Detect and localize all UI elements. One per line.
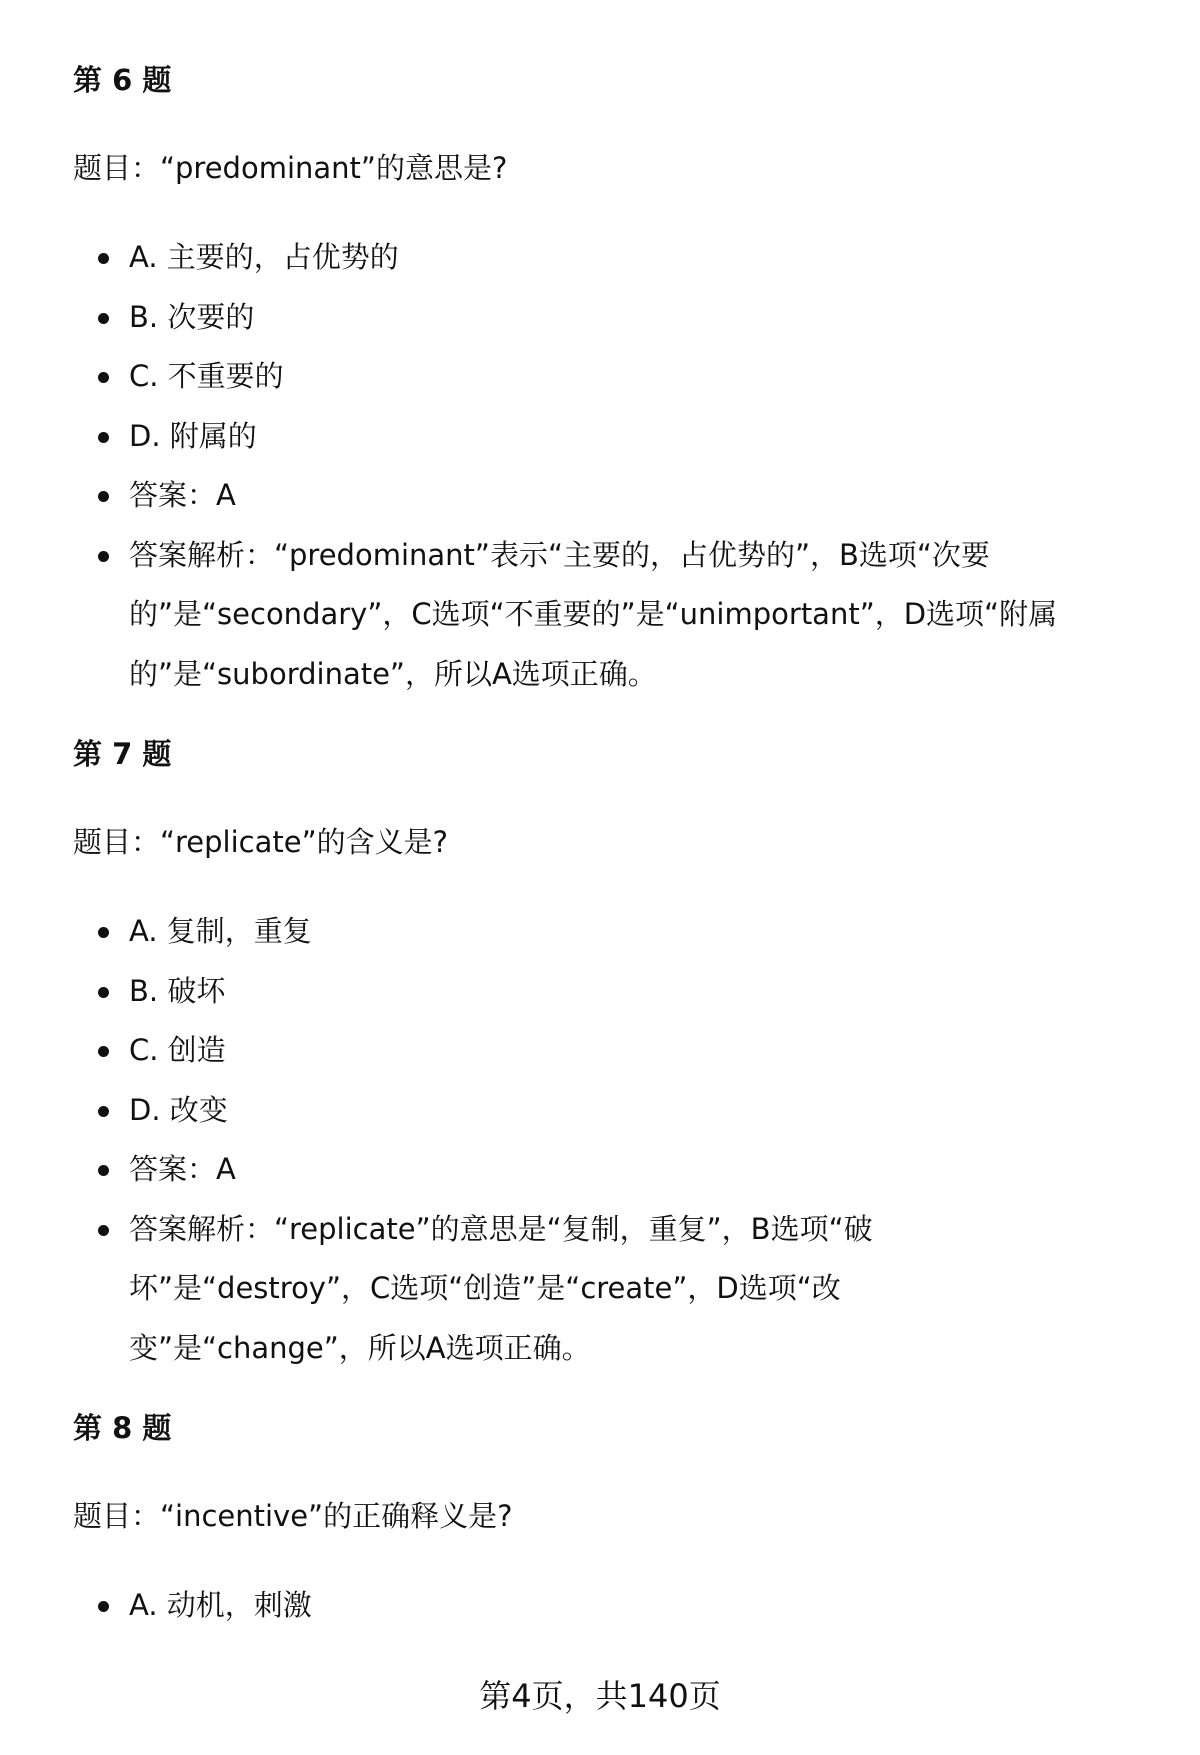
- option-text: C. 不重要的: [129, 359, 284, 393]
- option-list: [73, 228, 1153, 704]
- option-d: [73, 407, 1153, 467]
- option-text: D. 附属的: [129, 418, 257, 453]
- question-title: 第 6 题: [73, 63, 172, 97]
- answer: [73, 1140, 1153, 1200]
- question-6: [73, 60, 1153, 704]
- question-7: [73, 734, 1153, 1378]
- bullet-icon: [98, 1225, 109, 1236]
- bullet-icon: [98, 253, 109, 264]
- answer-explanation: [73, 1200, 969, 1379]
- explanation-text: 答案解析：“predominant”表示“主要的，占优势的”，B选项“次要的”是“secondary”，C选项“不重要的”是“unimportant”，D选项“附属的”是“subordinate”，所以A选项正确。: [129, 537, 1058, 691]
- bullet-icon: [98, 1165, 109, 1176]
- bullet-icon: [98, 313, 109, 324]
- question-title: 第 8 题: [73, 1411, 172, 1445]
- option-c: [73, 1021, 1153, 1081]
- answer-text: 答案：A: [129, 1152, 236, 1186]
- option-list: [73, 1576, 1153, 1636]
- page-content: [73, 60, 1153, 1666]
- page-number-footer: 第4页，共140页: [479, 1677, 721, 1715]
- bullet-icon: [98, 1601, 109, 1612]
- question-stem: 题目：“incentive”的正确释义是?: [73, 1499, 513, 1533]
- option-b: [73, 288, 1153, 348]
- explanation-text: 答案解析：“replicate”的意思是“复制，重复”，B选项“破坏”是“destroy”，C选项“创造”是“create”，D选项“改变”是“change”，所以A选项正确。: [129, 1211, 873, 1365]
- option-text: D. 改变: [129, 1092, 228, 1127]
- bullet-icon: [98, 987, 109, 998]
- option-list: [73, 902, 1153, 1378]
- question-title: 第 7 题: [73, 737, 172, 771]
- option-text: A. 主要的，占优势的: [129, 240, 399, 274]
- answer-text: 答案：A: [129, 478, 236, 512]
- question-stem: 题目：“predominant”的意思是?: [73, 151, 508, 185]
- answer-explanation: [73, 526, 1149, 705]
- bullet-icon: [98, 432, 109, 443]
- bullet-icon: [98, 372, 109, 383]
- question-8: [73, 1408, 1153, 1636]
- option-a: [73, 1576, 1153, 1636]
- question-stem: 题目：“replicate”的含义是?: [73, 825, 449, 859]
- option-a: [73, 902, 1153, 962]
- option-text: B. 破坏: [129, 973, 226, 1008]
- option-c: [73, 347, 1153, 407]
- bullet-icon: [98, 927, 109, 938]
- bullet-icon: [98, 491, 109, 502]
- option-a: [73, 228, 1153, 288]
- bullet-icon: [98, 1046, 109, 1057]
- bullet-icon: [98, 551, 109, 562]
- bullet-icon: [98, 1106, 109, 1117]
- option-b: [73, 962, 1153, 1022]
- option-d: [73, 1081, 1153, 1141]
- option-text: C. 创造: [129, 1033, 226, 1067]
- option-text: A. 复制，重复: [129, 914, 312, 948]
- answer: [73, 466, 1153, 526]
- option-text: B. 次要的: [129, 299, 255, 334]
- option-text: A. 动机，刺激: [129, 1588, 312, 1622]
